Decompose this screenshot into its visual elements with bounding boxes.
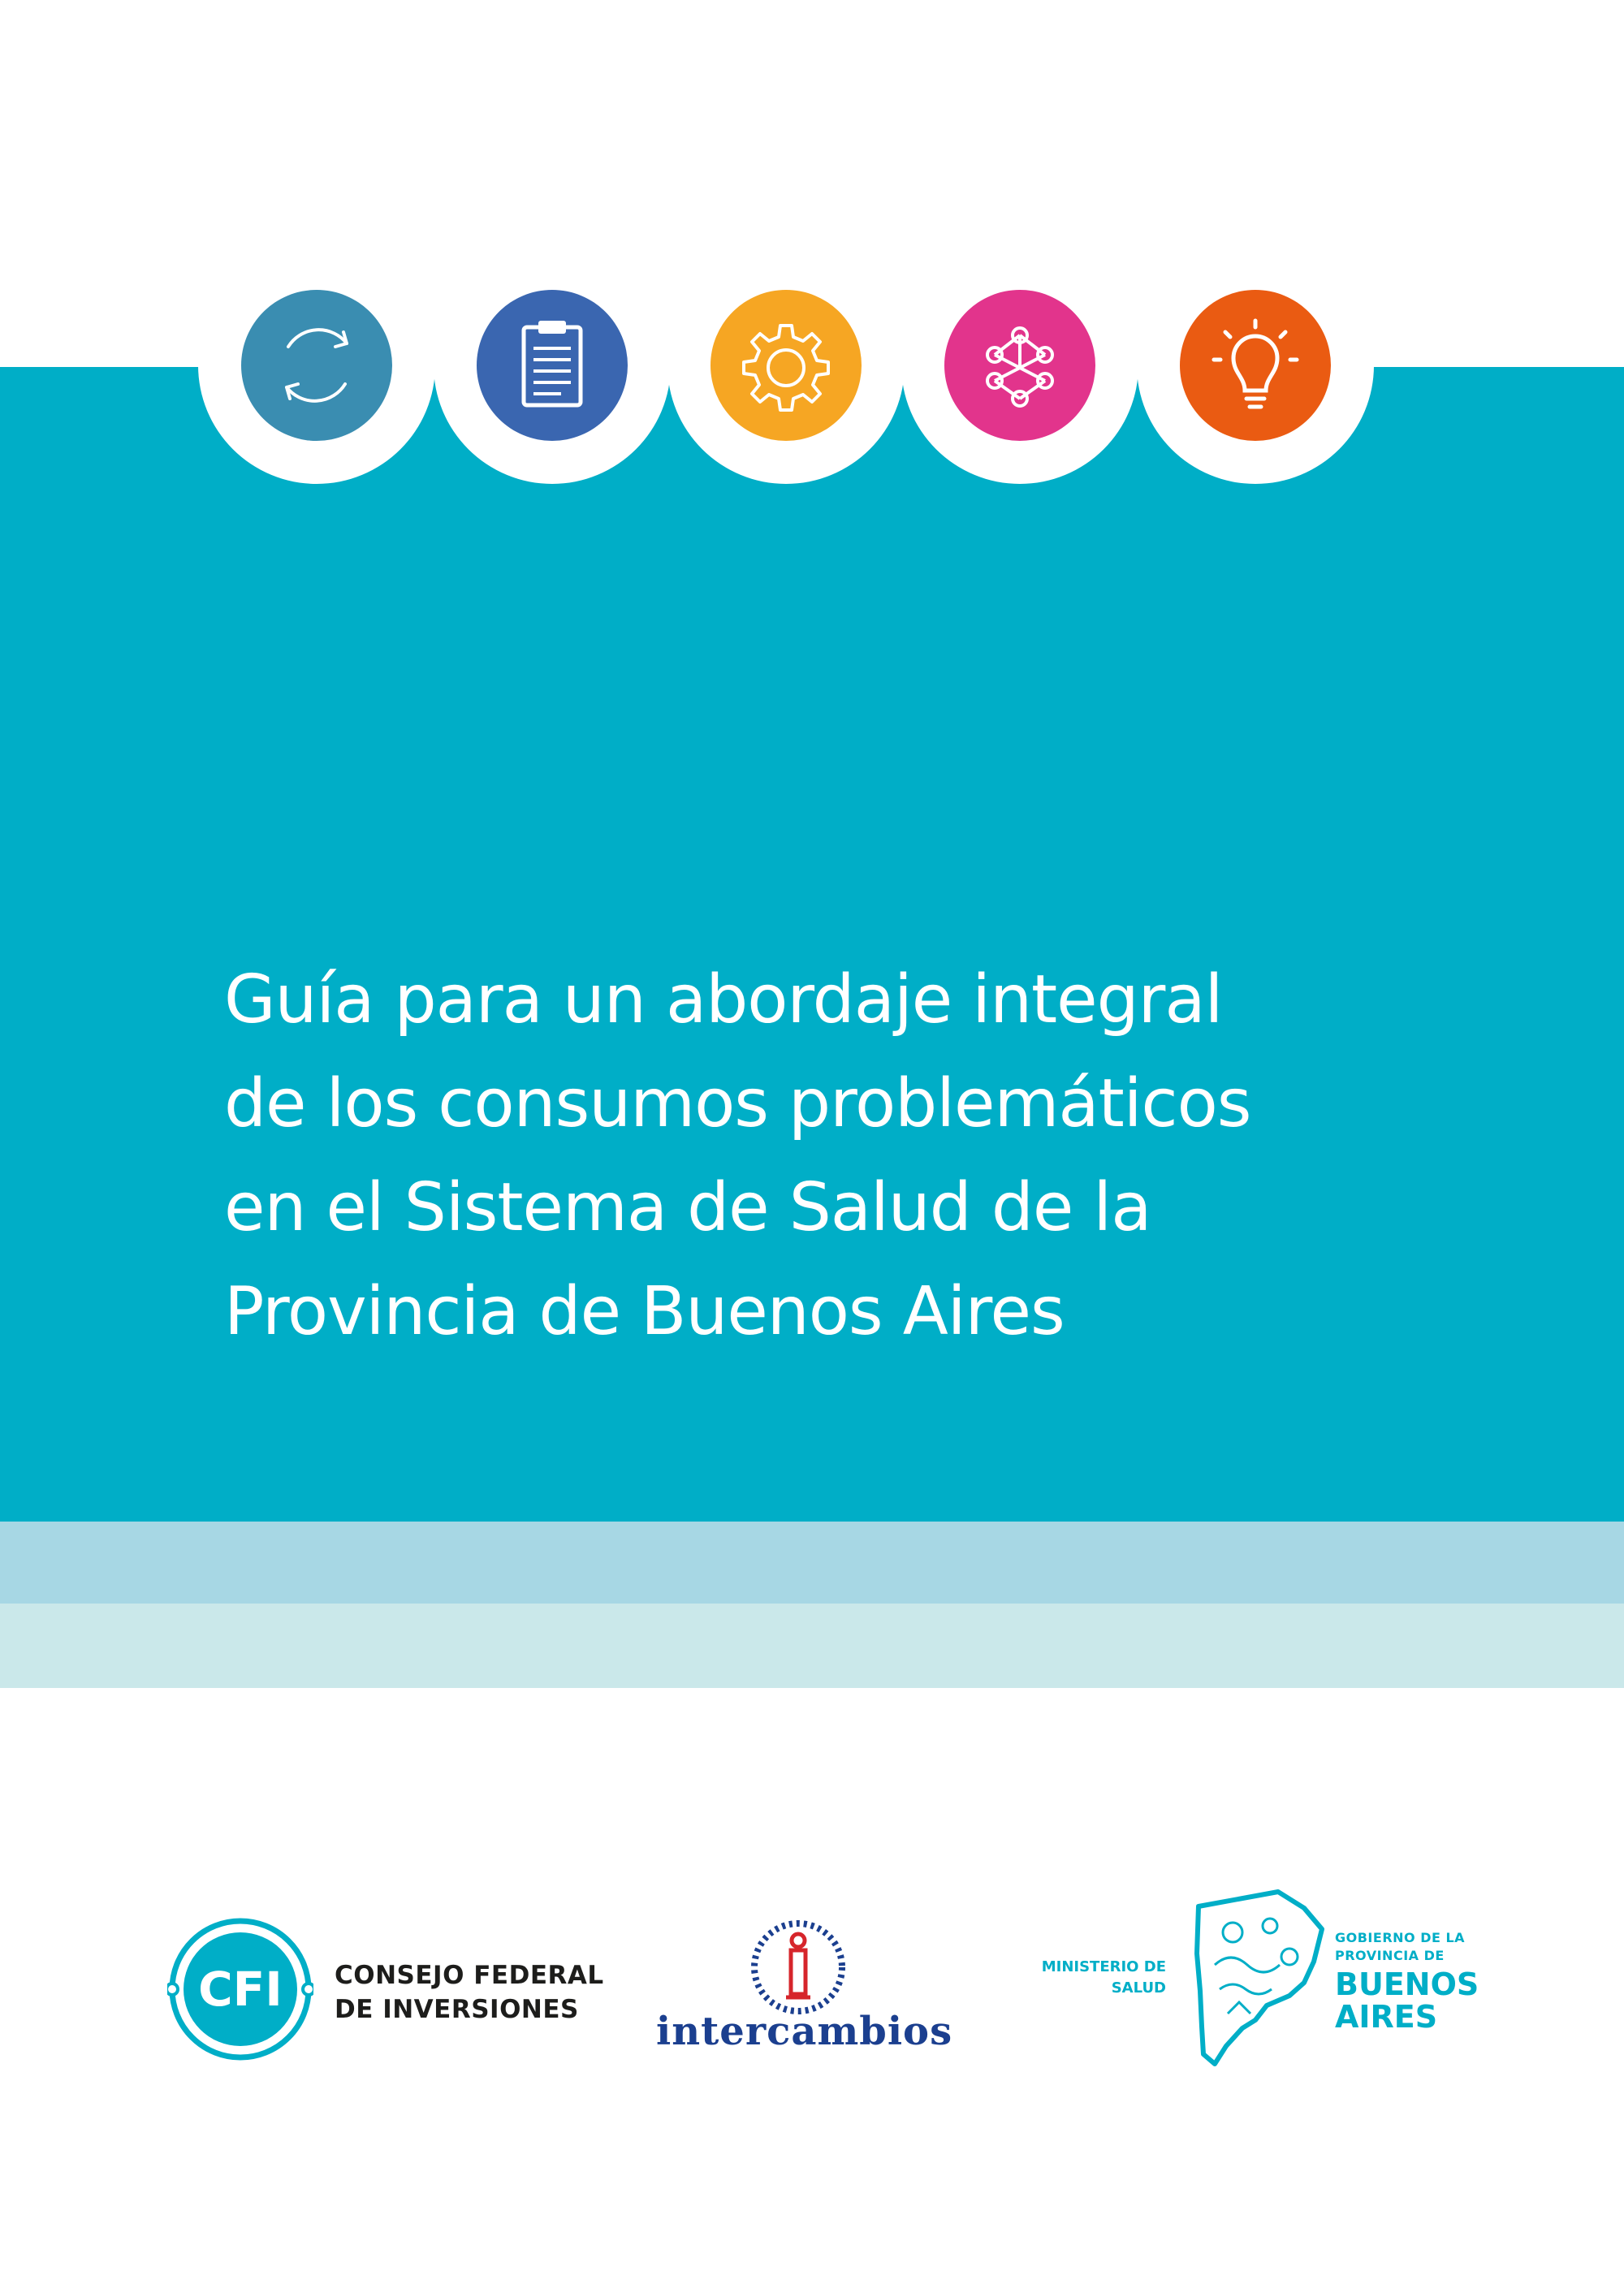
intercambios-prefix: inter: [656, 2009, 767, 2054]
gobierno-buenos-aires-label: [1335, 1929, 1479, 2033]
cfi-logo-icon: [167, 1916, 313, 2062]
gear-icon: [710, 290, 862, 441]
intercambios-suffix: cambios: [767, 2009, 953, 2054]
cover-band-lighter: [0, 1604, 1624, 1688]
network-nodes-icon: [944, 290, 1095, 441]
cfi-line: CONSEJO FEDERAL: [335, 1961, 604, 1990]
ministerio-line: MINISTERIO DE: [1041, 1958, 1166, 1975]
gobierno-line: GOBIERNO DE LA: [1335, 1930, 1466, 1945]
lightbulb-icon: [1180, 290, 1331, 441]
intercambios-wordmark: [656, 2005, 952, 2057]
intercambios-emblem-icon: [745, 1915, 851, 2020]
title-line: en el Sistema de Salud de la: [224, 1169, 1151, 1246]
cycle-arrows-icon: [241, 290, 392, 441]
buenos-aires-map-icon: [1182, 1884, 1328, 2070]
cover-band-light: [0, 1522, 1624, 1604]
cfi-initials: CFI: [198, 1962, 283, 2017]
cfi-name: [335, 1958, 604, 2027]
logo-strip: [0, 1867, 1624, 2111]
clipboard-icon: [477, 290, 628, 441]
gobierno-line: BUENOS: [1335, 1966, 1479, 2002]
ministerio-salud-label: [1033, 1957, 1166, 1999]
gobierno-line: AIRES: [1335, 1999, 1438, 2035]
cfi-line: DE INVERSIONES: [335, 1995, 579, 2024]
title-line: Guía para un abordaje integral: [224, 961, 1223, 1038]
page-title: [224, 948, 1491, 1364]
title-line: de los consumos problemáticos: [224, 1065, 1251, 1142]
title-line: Provincia de Buenos Aires: [224, 1273, 1065, 1350]
ministerio-line: SALUD: [1111, 1979, 1166, 1997]
icon-row: [0, 0, 1624, 503]
gobierno-line: PROVINCIA DE: [1335, 1948, 1445, 1963]
